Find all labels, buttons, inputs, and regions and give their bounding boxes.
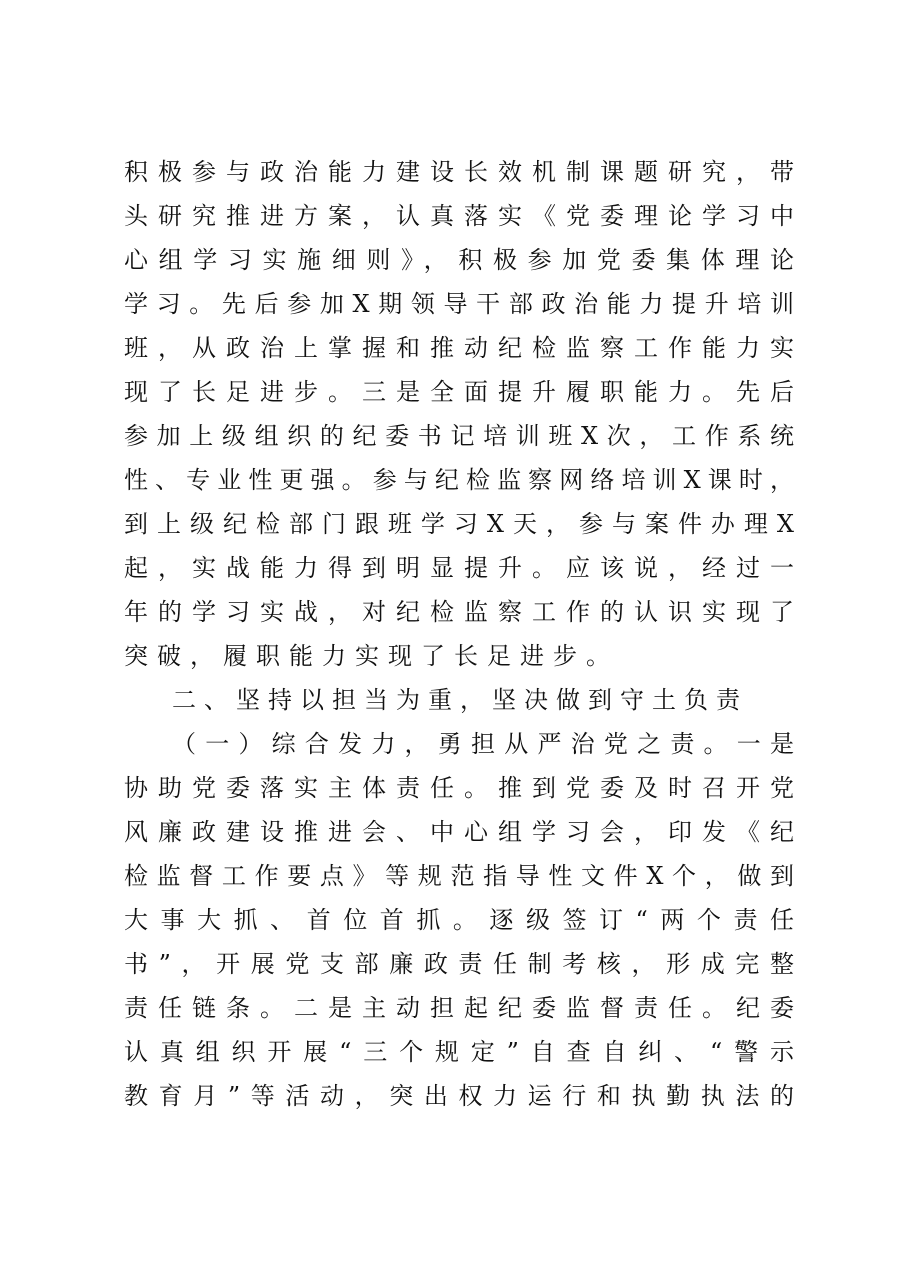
text-line: 学习。先后参加X期领导干部政治能力提升培训	[124, 290, 794, 318]
text-line: 参加上级组织的纪委书记培训班X次，工作系统	[124, 422, 794, 450]
text-line: 年的学习实战，对纪检监察工作的认识实现了	[124, 598, 794, 626]
text-line: 书”，开展党支部廉政责任制考核，形成完整	[124, 950, 794, 978]
text-line: 责任链条。二是主动担起纪委监督责任。纪委	[124, 994, 794, 1022]
text-line: 认真组织开展“三个规定”自查自纠、“警示	[124, 1038, 794, 1066]
text-line: 起，实战能力得到明显提升。应该说，经过一	[124, 554, 794, 582]
document-body	[124, 150, 794, 1118]
text-line: 积极参与政治能力建设长效机制课题研究，带	[124, 158, 794, 186]
text-line: 心组学习实施细则》，积极参加党委集体理论	[124, 246, 794, 274]
text-line: 班，从政治上掌握和推动纪检监察工作能力实	[124, 334, 794, 362]
text-line: 检监督工作要点》等规范指导性文件X个，做到	[124, 862, 794, 890]
section-heading: 二、坚持以担当为重，坚决做到守土负责	[172, 686, 748, 714]
text-line: 风廉政建设推进会、中心组学习会，印发《纪	[124, 818, 794, 846]
text-line: 协助党委落实主体责任。推到党委及时召开党	[124, 774, 794, 802]
text-line: 到上级纪检部门跟班学习X天，参与案件办理X	[124, 510, 794, 538]
text-line: 教育月”等活动，突出权力运行和执勤执法的	[124, 1082, 794, 1110]
text-line: 大事大抓、首位首抓。逐级签订“两个责任	[124, 906, 794, 934]
paragraph-end-line: 突破，履职能力实现了长足进步。	[124, 642, 619, 670]
text-line: 现了长足进步。三是全面提升履职能力。先后	[124, 378, 794, 406]
text-line: 头研究推进方案，认真落实《党委理论学习中	[124, 202, 794, 230]
text-line: 性、专业性更强。参与纪检监察网络培训X课时，	[124, 466, 794, 494]
subsection-first-line: （一）综合发力，勇担从严治党之责。一是	[172, 730, 794, 758]
